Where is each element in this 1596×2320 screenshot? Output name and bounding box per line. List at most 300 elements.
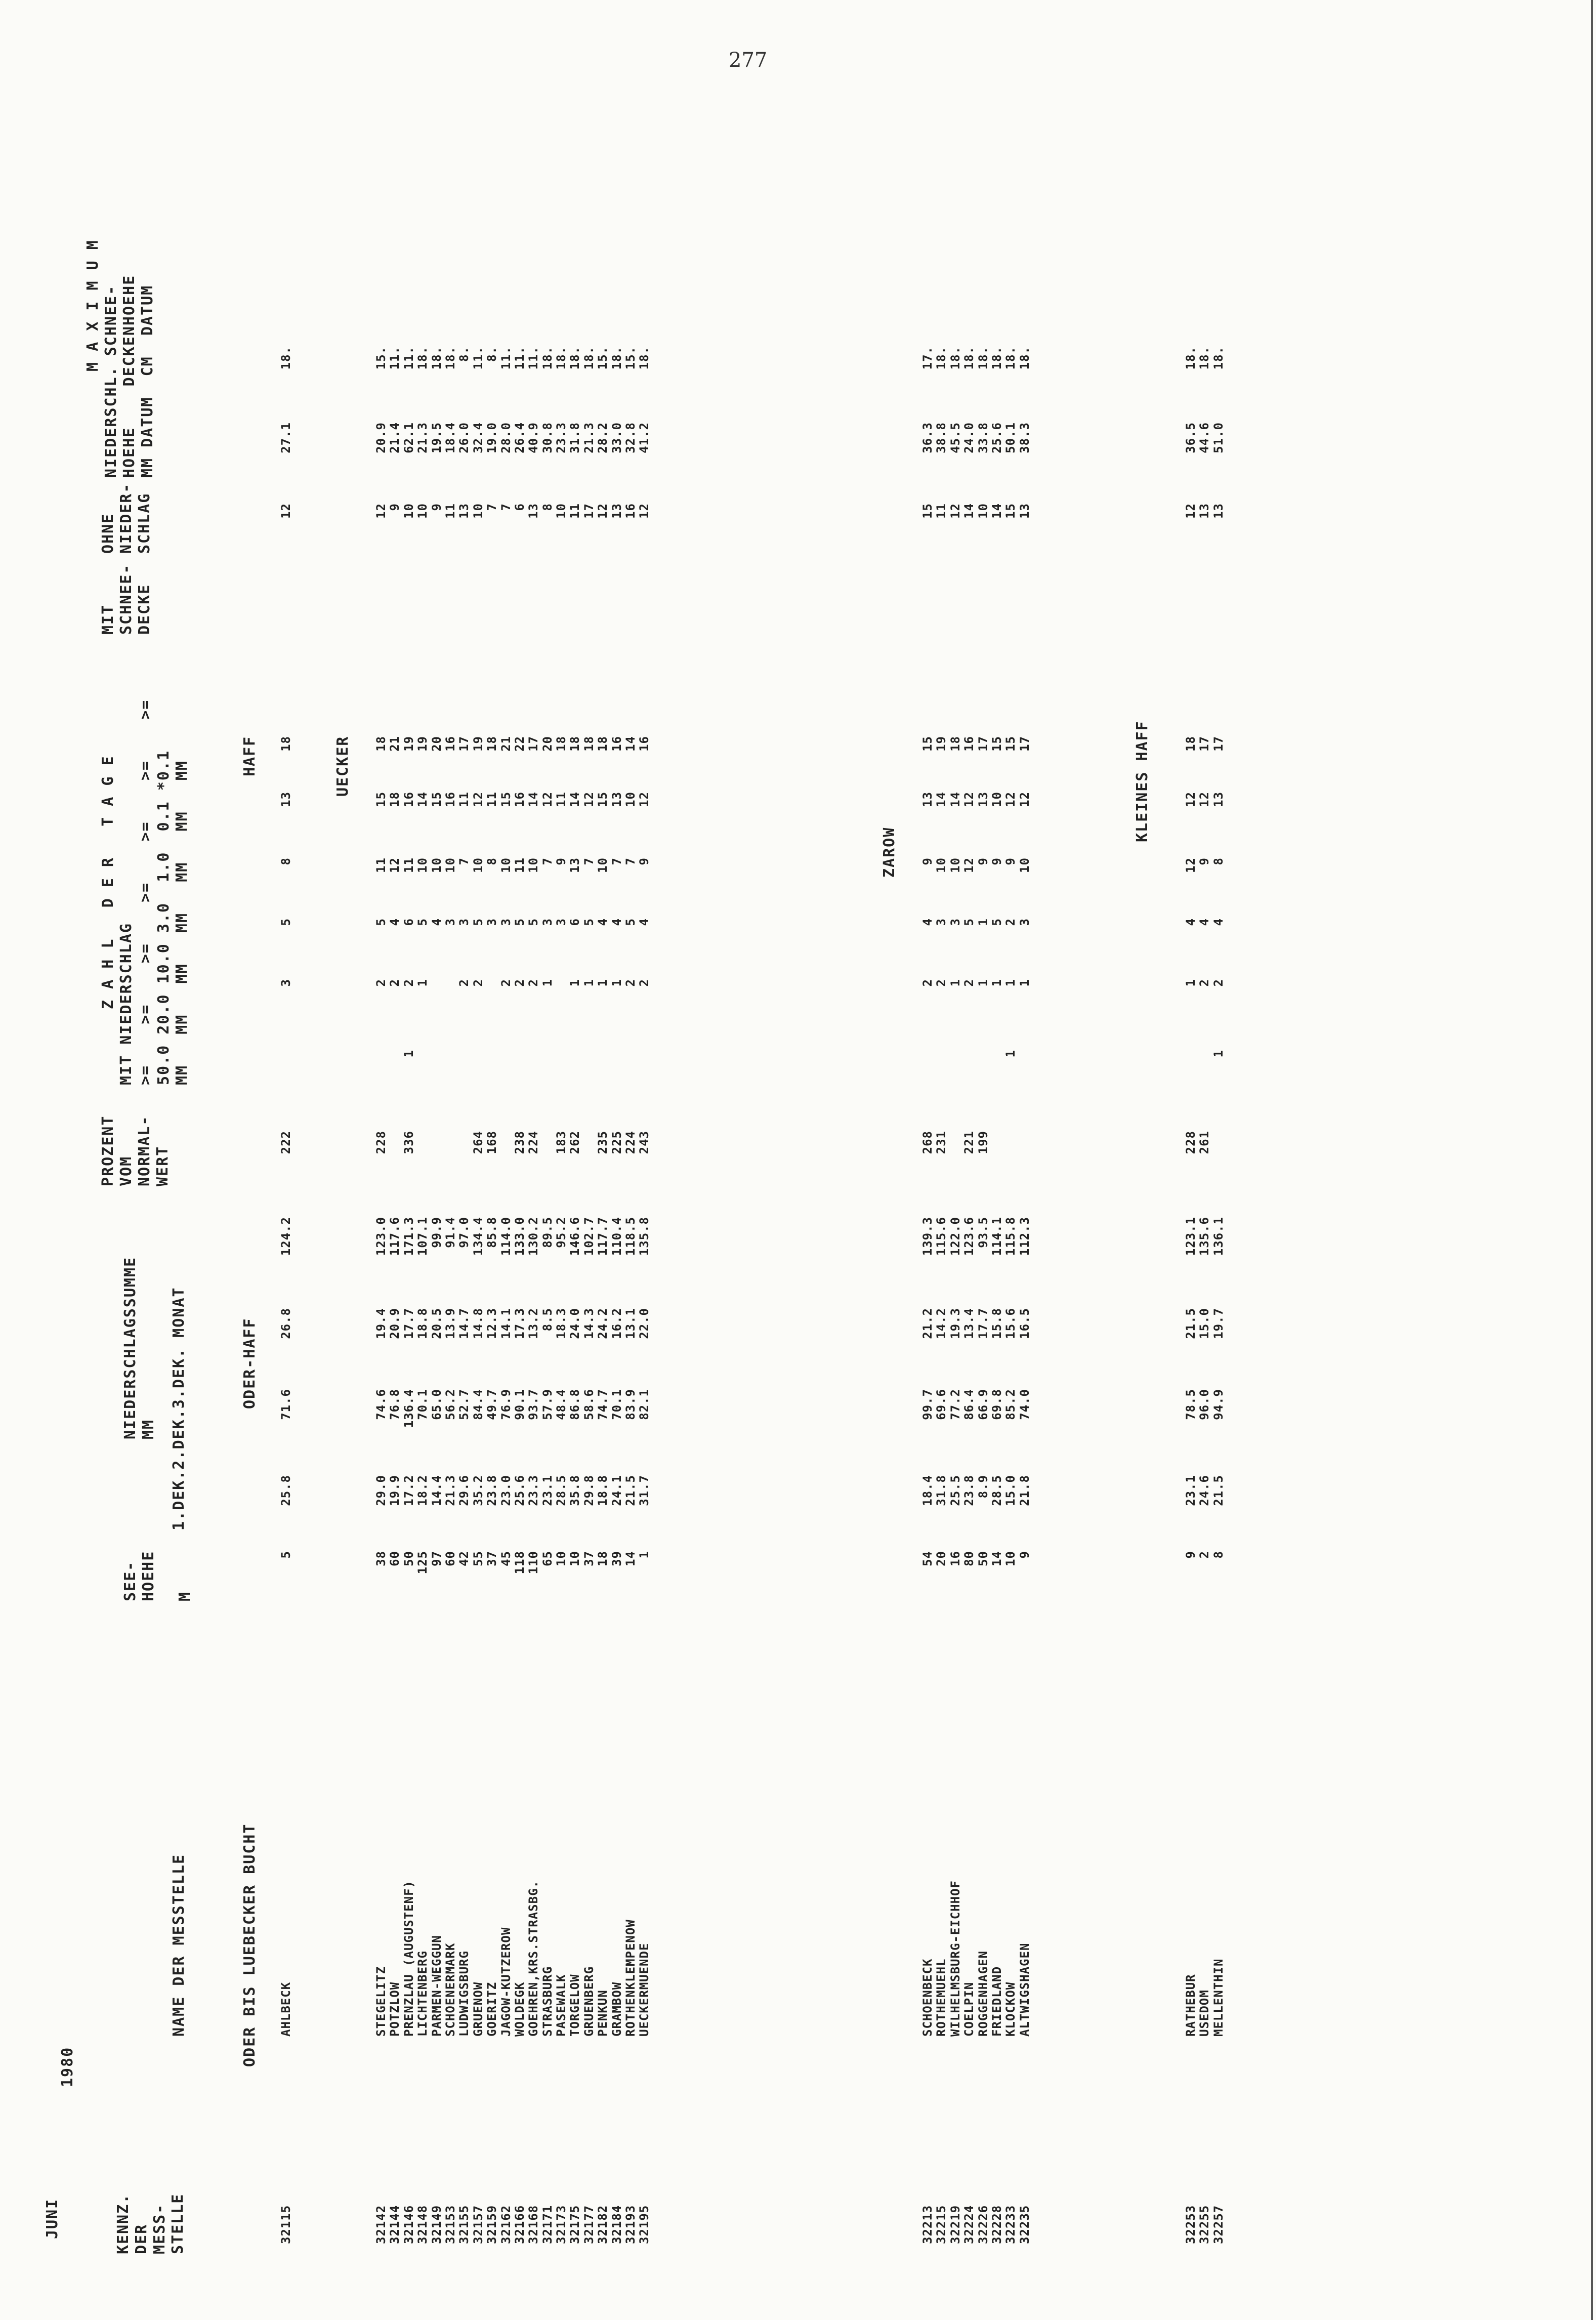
cell-d2: 56.2 (443, 1389, 457, 1420)
cell-d1: 23.0 (498, 1475, 513, 1506)
cell-mon: 117.7 (596, 1217, 610, 1256)
cell-name: UECKERMUENDE (637, 1942, 652, 2037)
cell-mon: 97.0 (457, 1217, 472, 1248)
cell-date: 15. (623, 346, 638, 370)
section-title-oder: ODER BIS LUEBECKER BUCHT (241, 1823, 259, 2067)
cell-elev: 45 (498, 1551, 513, 1566)
cell-d3: 18.8 (415, 1308, 430, 1339)
cell-t20: 2 (374, 979, 388, 987)
cell-d1: 25.5 (948, 1475, 962, 1506)
section-subtitle-zarow: ZAROW (880, 826, 898, 878)
cell-t20: 1 (540, 979, 555, 987)
cell-d1: 23.8 (962, 1475, 977, 1506)
cell-max: 30.8 (540, 422, 555, 453)
cell-max: 31.8 (568, 422, 582, 453)
cell-t20: 1 (609, 979, 624, 987)
cell-mon: 123.1 (1184, 1217, 1198, 1256)
cell-name: POTZLOW (388, 1981, 402, 2037)
cell-t3: 7 (609, 857, 624, 865)
cell-name: PASEWALK (554, 1974, 569, 2037)
cell-d2: 57.9 (540, 1389, 555, 1420)
cell-t20: 1 (976, 979, 990, 987)
cell-d1: 21.5 (623, 1475, 638, 1506)
cell-id: 32171 (540, 2205, 555, 2244)
cell-mon: 118.5 (623, 1217, 638, 1256)
cell-d3: 13.4 (962, 1308, 977, 1339)
cell-ohne: 9 (388, 503, 402, 511)
cell-d3: 17.7 (401, 1308, 416, 1339)
cell-t1: 14 (415, 792, 430, 807)
cell-max: 32.8 (623, 422, 638, 453)
cell-max: 26.0 (457, 422, 472, 453)
cell-date: 18. (609, 346, 624, 370)
cell-d2: 49.7 (485, 1389, 499, 1420)
cell-id: 32173 (554, 2205, 569, 2244)
cell-t01: 15 (920, 736, 935, 752)
cell-t10: 5 (471, 918, 485, 926)
cell-d3: 13.2 (526, 1308, 541, 1339)
cell-t01: 16 (962, 736, 977, 752)
cell-t1: 10 (989, 792, 1004, 807)
page-number: 277 (729, 49, 768, 72)
cell-date: 8. (457, 346, 472, 362)
cell-max: 33.0 (609, 422, 624, 453)
cell-elev: 2 (1197, 1551, 1212, 1559)
cell-elev: 50 (401, 1551, 416, 1566)
cell-pct: 183 (554, 1131, 569, 1154)
cell-t3: 10 (498, 857, 513, 873)
cell-elev: 80 (962, 1551, 977, 1566)
cell-elev: 5 (279, 1551, 293, 1559)
cell-t1: 11 (457, 792, 472, 807)
cell-t50: 1 (1211, 1050, 1226, 1058)
cell-ohne: 12 (637, 503, 652, 519)
cell-date: 18. (568, 346, 582, 370)
cell-t3: 11 (401, 857, 416, 873)
cell-d3: 21.2 (920, 1308, 935, 1339)
cell-date: 18. (934, 346, 949, 370)
cell-id: 32149 (429, 2205, 444, 2244)
cell-ohne: 7 (485, 503, 499, 511)
cell-name: GRUENBERG (581, 1966, 596, 2037)
cell-d2: 86.8 (568, 1389, 582, 1420)
cell-t3: 8 (1211, 857, 1226, 865)
cell-t01: 18 (568, 736, 582, 752)
cell-t10: 5 (279, 918, 293, 926)
cell-t10: 3 (934, 918, 949, 926)
cell-d2: 74.0 (1017, 1389, 1032, 1420)
cell-t3: 9 (989, 857, 1004, 865)
cell-d2: 74.7 (596, 1389, 610, 1420)
cell-max: 36.3 (920, 422, 935, 453)
cell-max: 23.3 (554, 422, 569, 453)
cell-t3: 8 (279, 857, 293, 865)
cell-elev: 9 (1184, 1551, 1198, 1559)
cell-d1: 23.1 (540, 1475, 555, 1506)
cell-d3: 12.3 (485, 1308, 499, 1339)
cell-t3: 11 (512, 857, 527, 873)
zahl-der-tage-header: Z A H L D E R T A G E (99, 755, 117, 1009)
cell-name: KLOCKOW (1003, 1981, 1018, 2037)
month-label: JUNI (44, 2198, 61, 2239)
cell-d2: 66.9 (976, 1389, 990, 1420)
cell-t01: 17 (1197, 736, 1212, 752)
cell-date: 18. (989, 346, 1004, 370)
cell-t20: 1 (1184, 979, 1198, 987)
cell-t01: 15 (989, 736, 1004, 752)
cell-d1: 23.1 (1184, 1475, 1198, 1506)
cell-t3: 7 (457, 857, 472, 865)
cell-mon: 130.2 (526, 1217, 541, 1256)
cell-elev: 125 (415, 1551, 430, 1575)
cell-ohne: 6 (512, 503, 527, 511)
cell-d1: 29.6 (457, 1475, 472, 1506)
cell-mon: 139.3 (920, 1217, 935, 1256)
cell-t1: 14 (948, 792, 962, 807)
cell-d2: 76.9 (498, 1389, 513, 1420)
cell-t20: 2 (526, 979, 541, 987)
cell-d2: 78.5 (1184, 1389, 1198, 1420)
cell-t20: 2 (388, 979, 402, 987)
cell-d1: 15.0 (1003, 1475, 1018, 1506)
cell-id: 32257 (1211, 2205, 1226, 2244)
cell-ohne: 13 (609, 503, 624, 519)
cell-date: 11. (526, 346, 541, 370)
cell-elev: 8 (1211, 1551, 1226, 1559)
cell-t3: 10 (415, 857, 430, 873)
cell-id: 32233 (1003, 2205, 1018, 2244)
cell-max: 19.0 (485, 422, 499, 453)
cell-t10: 6 (568, 918, 582, 926)
cell-t20: 1 (1003, 979, 1018, 987)
cell-name: GOEHREN,KRS.STRASBG. (526, 1880, 541, 2037)
cell-t1: 12 (1003, 792, 1018, 807)
cell-t3: 9 (554, 857, 569, 865)
cell-name: SCHOENBECK (920, 1958, 935, 2037)
cell-d1: 17.2 (401, 1475, 416, 1506)
maximum-subheader: NIEDERSCHL. SCHNEE- HOEHE DECKENHOEHE MM DATUM CM DATUM (102, 274, 156, 478)
cell-t3: 7 (581, 857, 596, 865)
cell-name: STEGELITZ (374, 1966, 388, 2037)
cell-d1: 18.4 (920, 1475, 935, 1506)
cell-pct: 268 (920, 1131, 935, 1154)
cell-d2: 69.8 (989, 1389, 1004, 1420)
cell-elev: 14 (623, 1551, 638, 1566)
cell-max: 21.4 (388, 422, 402, 453)
cell-t01: 16 (443, 736, 457, 752)
cell-t20: 2 (471, 979, 485, 987)
cell-date: 18. (1017, 346, 1032, 370)
cell-d3: 19.4 (374, 1308, 388, 1339)
cell-t1: 16 (443, 792, 457, 807)
cell-max: 38.8 (934, 422, 949, 453)
cell-name: SCHOENERMARK (443, 1942, 457, 2037)
cell-ohne: 12 (596, 503, 610, 519)
cell-t01: 17 (1017, 736, 1032, 752)
cell-mon: 115.8 (1003, 1217, 1018, 1256)
cell-max: 20.9 (374, 422, 388, 453)
cell-d2: 71.6 (279, 1389, 293, 1420)
prozent-header: PROZENT VOM NORMAL- WERT (99, 1115, 172, 1186)
cell-ohne: 7 (498, 503, 513, 511)
cell-elev: 110 (526, 1551, 541, 1575)
cell-max: 26.4 (512, 422, 527, 453)
cell-t3: 10 (1017, 857, 1032, 873)
cell-date: 11. (512, 346, 527, 370)
cell-ohne: 12 (1184, 503, 1198, 519)
cell-date: 18. (948, 346, 962, 370)
cell-id: 32142 (374, 2205, 388, 2244)
cell-id: 32255 (1197, 2205, 1212, 2244)
cell-ohne: 16 (623, 503, 638, 519)
cell-t10: 2 (1003, 918, 1018, 926)
cell-t3: 12 (388, 857, 402, 873)
cell-name: GRUENOW (471, 1981, 485, 2037)
cell-t01: 20 (540, 736, 555, 752)
cell-t1: 14 (568, 792, 582, 807)
cell-t1: 16 (512, 792, 527, 807)
cell-d2: 74.6 (374, 1389, 388, 1420)
cell-t10: 3 (554, 918, 569, 926)
cell-mon: 134.4 (471, 1217, 485, 1256)
cell-ohne: 11 (443, 503, 457, 519)
cell-ohne: 13 (1211, 503, 1226, 519)
cell-name: PENKUN (596, 1990, 610, 2037)
cell-t1: 13 (609, 792, 624, 807)
cell-t10: 5 (989, 918, 1004, 926)
cell-d3: 20.5 (429, 1308, 444, 1339)
cell-t3: 8 (485, 857, 499, 865)
cell-pct: 231 (934, 1131, 949, 1154)
cell-d2: 69.6 (934, 1389, 949, 1420)
cell-name: GOERITZ (485, 1981, 499, 2037)
cell-t01: 16 (637, 736, 652, 752)
cell-mon: 112.3 (1017, 1217, 1032, 1256)
cell-d2: 96.0 (1197, 1389, 1212, 1420)
cell-d1: 29.0 (374, 1475, 388, 1506)
cell-elev: 42 (457, 1551, 472, 1566)
cell-date: 18. (1184, 346, 1198, 370)
cell-d1: 21.3 (443, 1475, 457, 1506)
cell-max: 44.6 (1197, 422, 1212, 453)
cell-elev: 54 (920, 1551, 935, 1566)
cell-d3: 19.3 (948, 1308, 962, 1339)
cell-elev: 10 (568, 1551, 582, 1566)
cell-d2: 48.4 (554, 1389, 569, 1420)
cell-name: PRENZLAU (AUGUSTENF) (401, 1880, 416, 2037)
cell-name: STRASBURG (540, 1966, 555, 2037)
cell-pct: 221 (962, 1131, 977, 1154)
cell-d2: 77.2 (948, 1389, 962, 1420)
cell-t1: 13 (920, 792, 935, 807)
cell-mon: 114.0 (498, 1217, 513, 1256)
cell-ohne: 12 (374, 503, 388, 519)
cell-t1: 13 (1211, 792, 1226, 807)
cell-t01: 18 (554, 736, 569, 752)
cell-t1: 12 (1184, 792, 1198, 807)
dekade-columns-header: 1.DEK.2.DEK.3.DEK. MONAT (170, 1287, 188, 1530)
cell-t01: 22 (512, 736, 527, 752)
cell-mon: 135.8 (637, 1217, 652, 1256)
cell-t10: 3 (540, 918, 555, 926)
cell-d2: 90.1 (512, 1389, 527, 1420)
cell-name: COELPIN (962, 1981, 977, 2037)
cell-max: 41.2 (637, 422, 652, 453)
cell-name: PARMEN-WEGGUN (429, 1935, 444, 2037)
cell-d1: 24.1 (609, 1475, 624, 1506)
cell-t01: 14 (623, 736, 638, 752)
cell-date: 18. (637, 346, 652, 370)
cell-max: 28.2 (596, 422, 610, 453)
cell-t1: 18 (388, 792, 402, 807)
cell-mon: 117.6 (388, 1217, 402, 1256)
cell-t3: 10 (596, 857, 610, 873)
cell-t01: 17 (526, 736, 541, 752)
cell-t10: 3 (948, 918, 962, 926)
cell-id: 32213 (920, 2205, 935, 2244)
cell-t10: 3 (457, 918, 472, 926)
cell-date: 18. (976, 346, 990, 370)
cell-mon: 115.6 (934, 1217, 949, 1256)
cell-mon: 99.9 (429, 1217, 444, 1248)
cell-id: 32159 (485, 2205, 499, 2244)
cell-d3: 21.5 (1184, 1308, 1198, 1339)
cell-mon: 110.4 (609, 1217, 624, 1256)
cell-d3: 17.7 (976, 1308, 990, 1339)
cell-d3: 8.5 (540, 1308, 555, 1332)
cell-mon: 95.2 (554, 1217, 569, 1248)
cell-t50: 1 (401, 1050, 416, 1058)
cell-d2: 58.6 (581, 1389, 596, 1420)
cell-t10: 4 (920, 918, 935, 926)
cell-id: 32228 (989, 2205, 1004, 2244)
cell-date: 18. (279, 346, 293, 370)
threshold-header: >= >= >= >= >= >= >= 50.0 20.0 10.0 3.0 1.0 0.1 *0.1 MM MM MM MM MM MM MM (137, 699, 191, 1085)
cell-mon: 89.5 (540, 1217, 555, 1248)
cell-date: 11. (388, 346, 402, 370)
cell-t3: 7 (623, 857, 638, 865)
cell-t1: 12 (1017, 792, 1032, 807)
cell-t1: 16 (401, 792, 416, 807)
cell-max: 27.1 (279, 422, 293, 453)
cell-d2: 65.0 (429, 1389, 444, 1420)
cell-d2: 99.7 (920, 1389, 935, 1420)
cell-d3: 14.8 (471, 1308, 485, 1339)
cell-d1: 23.3 (526, 1475, 541, 1506)
cell-t20: 2 (457, 979, 472, 987)
cell-t20: 2 (1197, 979, 1212, 987)
name-header: NAME DER MESSTELLE (170, 1853, 188, 2037)
cell-d1: 18.8 (596, 1475, 610, 1506)
year-label: 1980 (59, 2046, 76, 2087)
cell-date: 11. (498, 346, 513, 370)
cell-id: 32175 (568, 2205, 582, 2244)
cell-mon: 122.0 (948, 1217, 962, 1256)
cell-t01: 16 (609, 736, 624, 752)
cell-t1: 15 (374, 792, 388, 807)
cell-ohne: 12 (279, 503, 293, 519)
cell-d1: 14.4 (429, 1475, 444, 1506)
cell-elev: 10 (1003, 1551, 1018, 1566)
cell-mon: 85.8 (485, 1217, 499, 1248)
cell-t3: 12 (1184, 857, 1198, 873)
cell-elev: 20 (934, 1551, 949, 1566)
cell-id: 32153 (443, 2205, 457, 2244)
cell-elev: 14 (989, 1551, 1004, 1566)
cell-t3: 10 (471, 857, 485, 873)
cell-max: 62.1 (401, 422, 416, 453)
cell-id: 32148 (415, 2205, 430, 2244)
cell-d3: 15.6 (1003, 1308, 1018, 1339)
cell-t3: 10 (526, 857, 541, 873)
cell-d3: 20.9 (388, 1308, 402, 1339)
cell-max: 36.5 (1184, 422, 1198, 453)
cell-date: 11. (471, 346, 485, 370)
cell-date: 15. (596, 346, 610, 370)
cell-date: 15. (374, 346, 388, 370)
cell-elev: 37 (581, 1551, 596, 1566)
cell-ohne: 13 (526, 503, 541, 519)
cell-mon: 136.1 (1211, 1217, 1226, 1256)
cell-t10: 3 (498, 918, 513, 926)
cell-name: TORGELOW (568, 1974, 582, 2037)
cell-id: 32182 (596, 2205, 610, 2244)
cell-ohne: 10 (401, 503, 416, 519)
cell-mon: 93.5 (976, 1217, 990, 1248)
cell-date: 18. (554, 346, 569, 370)
cell-id: 32193 (623, 2205, 638, 2244)
cell-t20: 2 (962, 979, 977, 987)
mit-schneedecke-header: MIT SCHNEE- DECKE (99, 563, 153, 635)
cell-date: 18. (415, 346, 430, 370)
seehoehe-header: SEE- HOEHE M (121, 1550, 194, 1601)
cell-name: WOLDEGK (512, 1981, 527, 2037)
cell-date: 18. (429, 346, 444, 370)
cell-d3: 24.0 (568, 1308, 582, 1339)
cell-pct: 228 (1184, 1131, 1198, 1154)
cell-d1: 19.9 (388, 1475, 402, 1506)
cell-t10: 4 (1197, 918, 1212, 926)
cell-date: 18. (540, 346, 555, 370)
cell-t20: 2 (498, 979, 513, 987)
cell-t3: 9 (637, 857, 652, 865)
cell-t1: 12 (637, 792, 652, 807)
cell-ohne: 10 (415, 503, 430, 519)
cell-d3: 16.2 (609, 1308, 624, 1339)
cell-d1: 28.5 (989, 1475, 1004, 1506)
cell-t01: 17 (1211, 736, 1226, 752)
cell-name: GRAMBOW (609, 1981, 624, 2037)
cell-t3: 10 (934, 857, 949, 873)
cell-elev: 55 (471, 1551, 485, 1566)
cell-t10: 3 (485, 918, 499, 926)
cell-t10: 3 (1017, 918, 1032, 926)
cell-t20: 1 (581, 979, 596, 987)
cell-ohne: 9 (429, 503, 444, 511)
cell-ohne: 11 (934, 503, 949, 519)
cell-t10: 6 (401, 918, 416, 926)
cell-d1: 25.6 (512, 1475, 527, 1506)
cell-t20: 2 (401, 979, 416, 987)
cell-max: 28.0 (498, 422, 513, 453)
cell-id: 32168 (526, 2205, 541, 2244)
cell-d3: 17.3 (512, 1308, 527, 1339)
cell-date: 18. (962, 346, 977, 370)
cell-id: 32235 (1017, 2205, 1032, 2244)
cell-pct: 262 (568, 1131, 582, 1154)
cell-d1: 35.8 (568, 1475, 582, 1506)
cell-t01: 15 (1003, 736, 1018, 752)
